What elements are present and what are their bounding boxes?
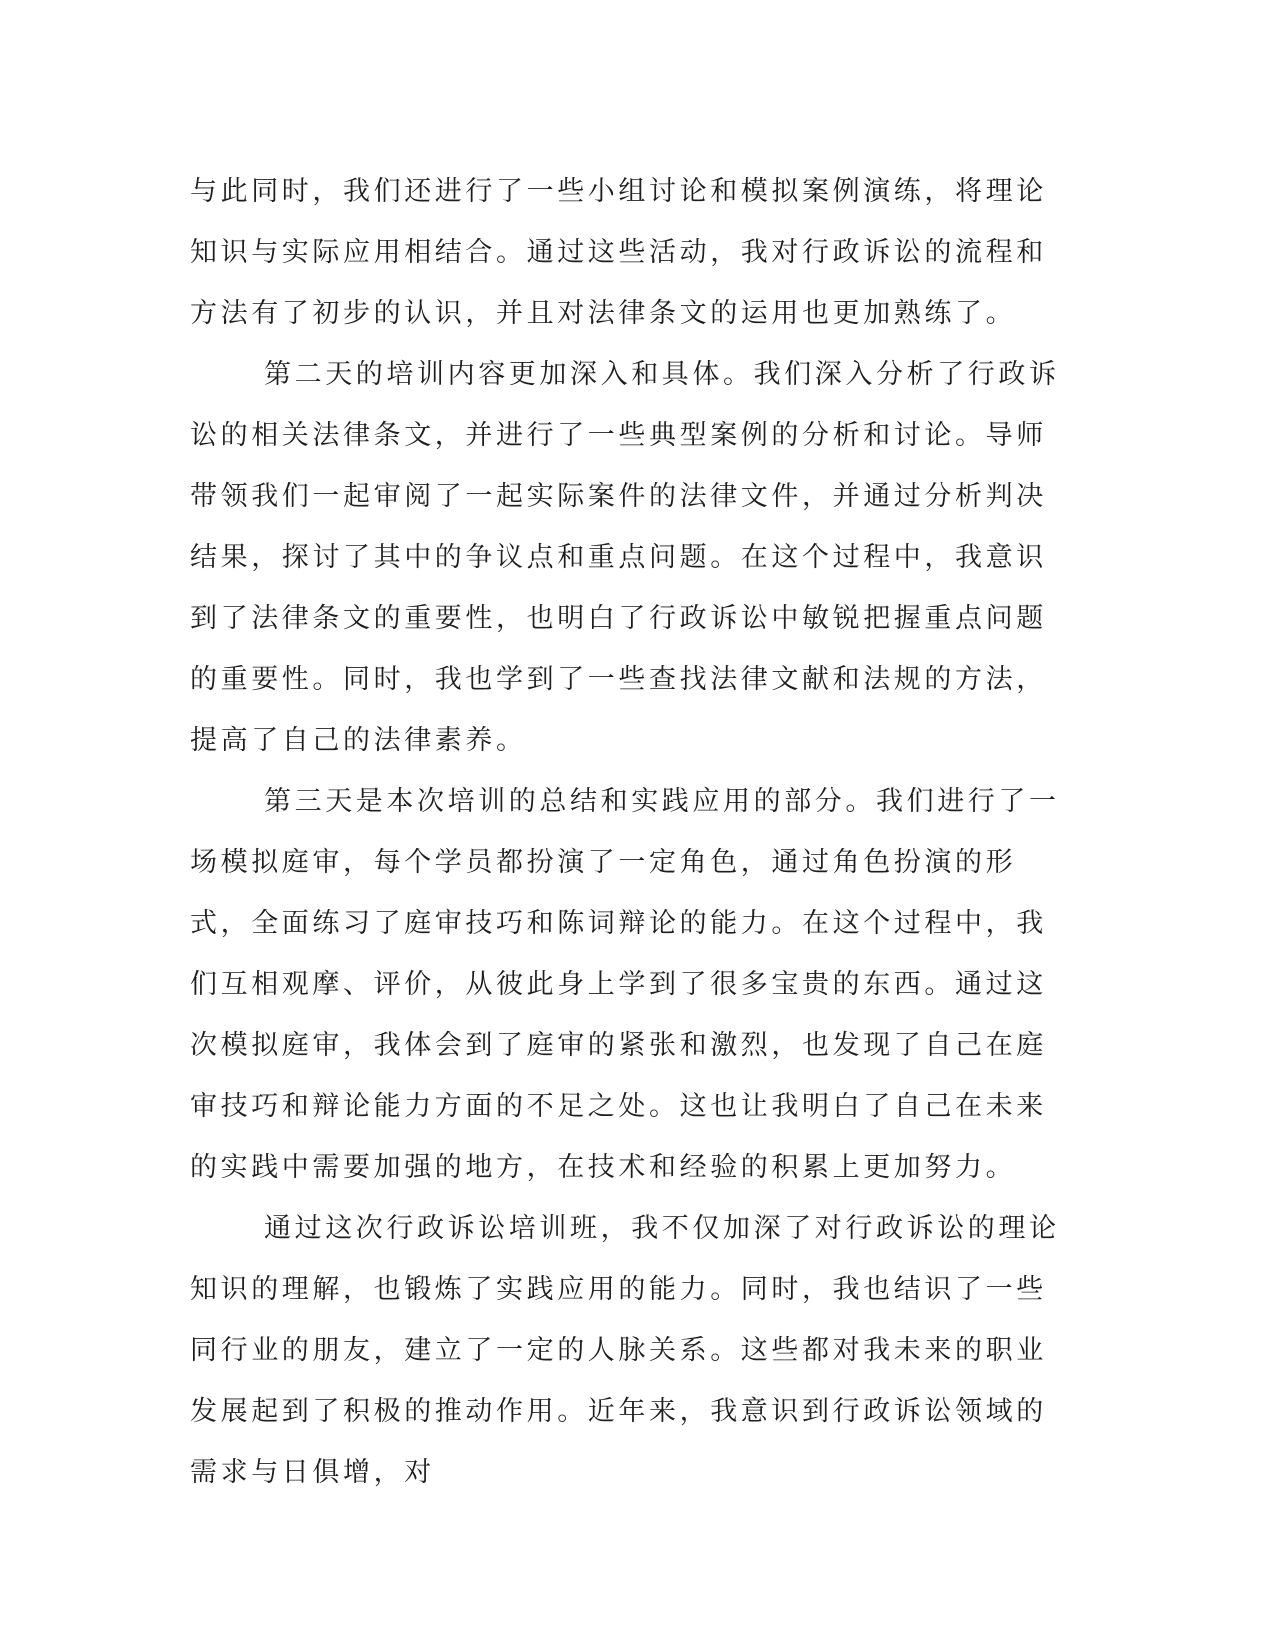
paragraph-1: 与此同时，我们还进行了一些小组讨论和模拟案例演练，将理论知识与实际应用相结合。通过这些活动，我对行政诉讼的流程和方法有了初步的认识，并且对法律条文的运用也更加熟练了。	[190, 176, 1047, 329]
document-body	[190, 161, 1070, 1503]
paragraph-2: 第二天的培训内容更加深入和具体。我们深入分析了行政诉讼的相关法律条文，并进行了一些典型案例的分析和讨论。导师带领我们一起审阅了一起实际案件的法律文件，并通过分析判决结果，探讨了其中的争议点和重点问题。在这个过程中，我意识到了法律条文的重要性，也明白了行政诉讼中敏锐把握重点问题的重要性。同时，我也学到了一些查找法律文献和法规的方法，提高了自己的法律素养。	[190, 359, 1060, 756]
paragraph-3: 第三天是本次培训的总结和实践应用的部分。我们进行了一场模拟庭审，每个学员都扮演了一定角色，通过角色扮演的形式，全面练习了庭审技巧和陈词辩论的能力。在这个过程中，我们互相观摩、评价，从彼此身上学到了很多宝贵的东西。通过这次模拟庭审，我体会到了庭审的紧张和激烈，也发现了自己在庭审技巧和辩论能力方面的不足之处。这也让我明白了自己在未来的实践中需要加强的地方，在技术和经验的积累上更加努力。	[190, 786, 1060, 1183]
paragraph-4: 通过这次行政诉讼培训班，我不仅加深了对行政诉讼的理论知识的理解，也锻炼了实践应用的能力。同时，我也结识了一些同行业的朋友，建立了一定的人脉关系。这些都对我未来的职业发展起到了积极的推动作用。近年来，我意识到行政诉讼领域的需求与日俱增，对	[190, 1213, 1060, 1488]
